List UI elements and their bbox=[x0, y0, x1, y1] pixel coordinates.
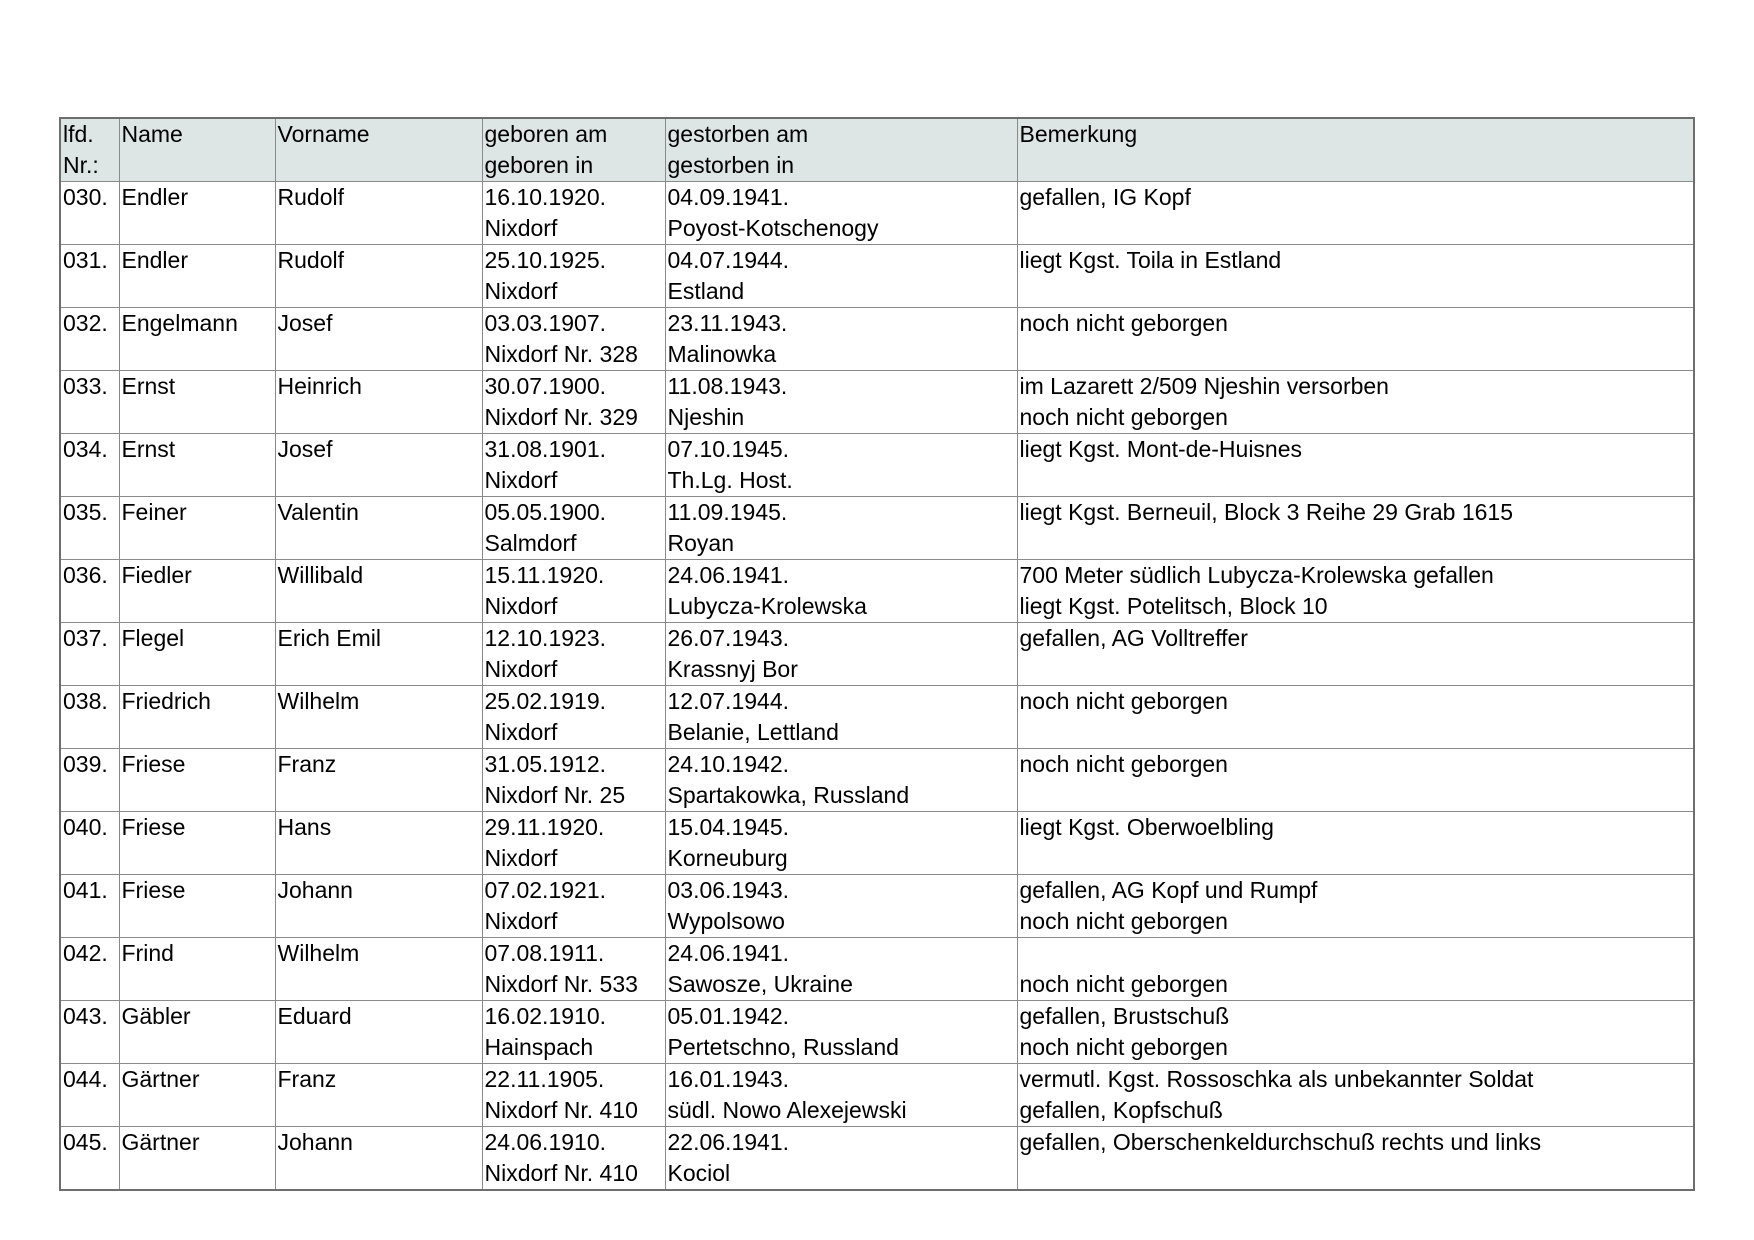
cell-nr: 042. bbox=[60, 938, 119, 1001]
cell-vorname: Josef bbox=[275, 308, 482, 371]
cell-vorname: Rudolf bbox=[275, 245, 482, 308]
header-row bbox=[60, 118, 1694, 182]
cell-gestorben: 26.07.1943. Krassnyj Bor bbox=[665, 623, 1017, 686]
cell-nr: 034. bbox=[60, 434, 119, 497]
cell-vorname: Wilhelm bbox=[275, 938, 482, 1001]
table-row bbox=[60, 938, 1694, 1001]
cell-geboren: 22.11.1905. Nixdorf Nr. 410 bbox=[482, 1064, 665, 1127]
header-name: Name bbox=[119, 118, 275, 182]
cell-geboren: 31.08.1901. Nixdorf bbox=[482, 434, 665, 497]
cell-geboren: 24.06.1910. Nixdorf Nr. 410 bbox=[482, 1127, 665, 1191]
table-row bbox=[60, 182, 1694, 245]
cell-nr: 037. bbox=[60, 623, 119, 686]
cell-gestorben: 22.06.1941. Kociol bbox=[665, 1127, 1017, 1191]
table-row bbox=[60, 245, 1694, 308]
cell-nr: 030. bbox=[60, 182, 119, 245]
cell-gestorben: 11.08.1943. Njeshin bbox=[665, 371, 1017, 434]
cell-name: Friese bbox=[119, 749, 275, 812]
cell-bemerkung: gefallen, Oberschenkeldurchschuß rechts und links bbox=[1017, 1127, 1694, 1191]
cell-name: Gärtner bbox=[119, 1064, 275, 1127]
cell-nr: 043. bbox=[60, 1001, 119, 1064]
cell-vorname: Eduard bbox=[275, 1001, 482, 1064]
cell-nr: 036. bbox=[60, 560, 119, 623]
cell-geboren: 15.11.1920. Nixdorf bbox=[482, 560, 665, 623]
cell-name: Friedrich bbox=[119, 686, 275, 749]
cell-name: Ernst bbox=[119, 434, 275, 497]
cell-vorname: Johann bbox=[275, 1127, 482, 1191]
cell-geboren: 05.05.1900. Salmdorf bbox=[482, 497, 665, 560]
table-body bbox=[60, 182, 1694, 1191]
cell-gestorben: 05.01.1942. Pertetschno, Russland bbox=[665, 1001, 1017, 1064]
table-row bbox=[60, 371, 1694, 434]
cell-nr: 045. bbox=[60, 1127, 119, 1191]
table-row bbox=[60, 308, 1694, 371]
cell-bemerkung: im Lazarett 2/509 Njeshin versorben noch nicht geborgen bbox=[1017, 371, 1694, 434]
cell-name: Friese bbox=[119, 812, 275, 875]
cell-geboren: 07.08.1911. Nixdorf Nr. 533 bbox=[482, 938, 665, 1001]
header-geboren: geboren am geboren in bbox=[482, 118, 665, 182]
cell-geboren: 25.10.1925. Nixdorf bbox=[482, 245, 665, 308]
table-header bbox=[60, 118, 1694, 182]
cell-name: Friese bbox=[119, 875, 275, 938]
cell-nr: 033. bbox=[60, 371, 119, 434]
cell-gestorben: 24.06.1941. Lubycza-Krolewska bbox=[665, 560, 1017, 623]
cell-bemerkung: 700 Meter südlich Lubycza-Krolewska gefallen liegt Kgst. Potelitsch, Block 10 bbox=[1017, 560, 1694, 623]
cell-bemerkung: liegt Kgst. Toila in Estland bbox=[1017, 245, 1694, 308]
cell-bemerkung: gefallen, AG Volltreffer bbox=[1017, 623, 1694, 686]
cell-name: Engelmann bbox=[119, 308, 275, 371]
cell-gestorben: 15.04.1945. Korneuburg bbox=[665, 812, 1017, 875]
cell-name: Ernst bbox=[119, 371, 275, 434]
cell-gestorben: 24.10.1942. Spartakowka, Russland bbox=[665, 749, 1017, 812]
cell-gestorben: 23.11.1943. Malinowka bbox=[665, 308, 1017, 371]
cell-geboren: 29.11.1920. Nixdorf bbox=[482, 812, 665, 875]
cell-nr: 031. bbox=[60, 245, 119, 308]
cell-gestorben: 12.07.1944. Belanie, Lettland bbox=[665, 686, 1017, 749]
cell-vorname: Erich Emil bbox=[275, 623, 482, 686]
cell-vorname: Hans bbox=[275, 812, 482, 875]
cell-bemerkung: gefallen, AG Kopf und Rumpf noch nicht geborgen bbox=[1017, 875, 1694, 938]
cell-geboren: 16.02.1910. Hainspach bbox=[482, 1001, 665, 1064]
casualty-table bbox=[59, 117, 1695, 1191]
cell-nr: 044. bbox=[60, 1064, 119, 1127]
header-vorname: Vorname bbox=[275, 118, 482, 182]
cell-name: Endler bbox=[119, 245, 275, 308]
cell-bemerkung: noch nicht geborgen bbox=[1017, 749, 1694, 812]
cell-vorname: Rudolf bbox=[275, 182, 482, 245]
cell-geboren: 03.03.1907. Nixdorf Nr. 328 bbox=[482, 308, 665, 371]
table-row bbox=[60, 1127, 1694, 1191]
cell-name: Gäbler bbox=[119, 1001, 275, 1064]
header-gestorben: gestorben am gestorben in bbox=[665, 118, 1017, 182]
cell-nr: 039. bbox=[60, 749, 119, 812]
table-row bbox=[60, 623, 1694, 686]
cell-geboren: 07.02.1921. Nixdorf bbox=[482, 875, 665, 938]
cell-nr: 032. bbox=[60, 308, 119, 371]
cell-name: Feiner bbox=[119, 497, 275, 560]
cell-name: Gärtner bbox=[119, 1127, 275, 1191]
cell-nr: 038. bbox=[60, 686, 119, 749]
cell-vorname: Wilhelm bbox=[275, 686, 482, 749]
cell-vorname: Josef bbox=[275, 434, 482, 497]
cell-vorname: Johann bbox=[275, 875, 482, 938]
cell-bemerkung: noch nicht geborgen bbox=[1017, 686, 1694, 749]
table-row bbox=[60, 560, 1694, 623]
cell-geboren: 31.05.1912. Nixdorf Nr. 25 bbox=[482, 749, 665, 812]
cell-nr: 035. bbox=[60, 497, 119, 560]
table-row bbox=[60, 1064, 1694, 1127]
cell-geboren: 25.02.1919. Nixdorf bbox=[482, 686, 665, 749]
table-row bbox=[60, 686, 1694, 749]
cell-gestorben: 04.07.1944. Estland bbox=[665, 245, 1017, 308]
cell-gestorben: 07.10.1945. Th.Lg. Host. bbox=[665, 434, 1017, 497]
cell-vorname: Franz bbox=[275, 749, 482, 812]
cell-geboren: 12.10.1923. Nixdorf bbox=[482, 623, 665, 686]
cell-bemerkung: noch nicht geborgen bbox=[1017, 938, 1694, 1001]
header-bemerkung: Bemerkung bbox=[1017, 118, 1694, 182]
cell-bemerkung: liegt Kgst. Berneuil, Block 3 Reihe 29 Grab 1615 bbox=[1017, 497, 1694, 560]
cell-name: Flegel bbox=[119, 623, 275, 686]
cell-vorname: Valentin bbox=[275, 497, 482, 560]
cell-bemerkung: liegt Kgst. Mont-de-Huisnes bbox=[1017, 434, 1694, 497]
cell-gestorben: 24.06.1941. Sawosze, Ukraine bbox=[665, 938, 1017, 1001]
cell-nr: 041. bbox=[60, 875, 119, 938]
cell-name: Endler bbox=[119, 182, 275, 245]
cell-bemerkung: liegt Kgst. Oberwoelbling bbox=[1017, 812, 1694, 875]
table-row bbox=[60, 1001, 1694, 1064]
table-row bbox=[60, 434, 1694, 497]
cell-gestorben: 11.09.1945. Royan bbox=[665, 497, 1017, 560]
cell-bemerkung: gefallen, Brustschuß noch nicht geborgen bbox=[1017, 1001, 1694, 1064]
cell-gestorben: 03.06.1943. Wypolsowo bbox=[665, 875, 1017, 938]
table-row bbox=[60, 875, 1694, 938]
cell-geboren: 16.10.1920. Nixdorf bbox=[482, 182, 665, 245]
cell-bemerkung: gefallen, IG Kopf bbox=[1017, 182, 1694, 245]
cell-gestorben: 04.09.1941. Poyost-Kotschenogy bbox=[665, 182, 1017, 245]
cell-vorname: Heinrich bbox=[275, 371, 482, 434]
table-row bbox=[60, 749, 1694, 812]
cell-bemerkung: noch nicht geborgen bbox=[1017, 308, 1694, 371]
cell-name: Fiedler bbox=[119, 560, 275, 623]
cell-name: Frind bbox=[119, 938, 275, 1001]
table-row bbox=[60, 812, 1694, 875]
header-lfd-nr: lfd. Nr.: bbox=[60, 118, 119, 182]
cell-gestorben: 16.01.1943. südl. Nowo Alexejewski bbox=[665, 1064, 1017, 1127]
cell-vorname: Franz bbox=[275, 1064, 482, 1127]
cell-geboren: 30.07.1900. Nixdorf Nr. 329 bbox=[482, 371, 665, 434]
cell-bemerkung: vermutl. Kgst. Rossoschka als unbekannter Soldat gefallen, Kopfschuß bbox=[1017, 1064, 1694, 1127]
table-row bbox=[60, 497, 1694, 560]
cell-nr: 040. bbox=[60, 812, 119, 875]
cell-vorname: Willibald bbox=[275, 560, 482, 623]
